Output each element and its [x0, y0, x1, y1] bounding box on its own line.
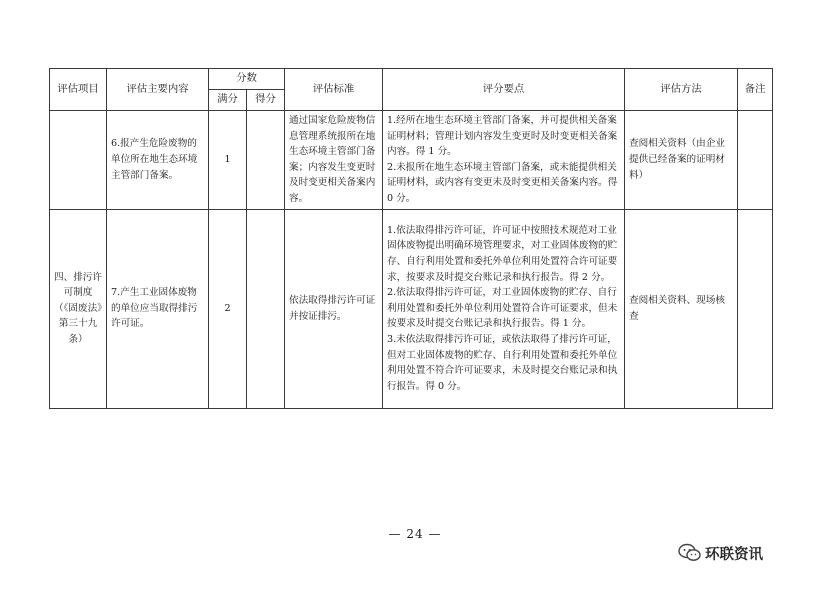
cell-points: 1.依法取得排污许可证，许可证中按照技术规范对工业固体废物提出明确环境管理要求，对工业固体废物的贮存、自行利用处置和委托外单位利用处置符合许可证要求，按要求及时提交台账记录和执行报告。得 2 分。 2.依法取得排污许可证，对工业固体废物的贮存、自行利用处置和委托外单位利用处置符合许可证要求，但未按要求及时提交台账记录和执行报告。得 1 分。 3.未依法取得排污许可证，或依法取得了排污许可证，但对工业固体废物的贮存、自行利用处置和委托外单位利用处置不符合许可证要求，未及时提交台账记录和执行报告。得 0 分。: [383, 209, 625, 408]
header-points: 评分要点: [383, 69, 625, 111]
cell-content: 6.报产生危险废物的单位所在地生态环境主管部门备案。: [107, 111, 209, 210]
cell-remark: [738, 111, 773, 210]
cell-got-score: [247, 209, 285, 408]
header-content: 评估主要内容: [107, 69, 209, 111]
cell-full-score: 1: [209, 111, 247, 210]
evaluation-table: [49, 68, 773, 409]
page-number: — 24 —: [388, 527, 442, 541]
header-standard: 评估标准: [285, 69, 383, 111]
header-remark: 备注: [738, 69, 773, 111]
watermark: [678, 542, 763, 564]
cell-standard: 通过国家危险废物信息管理系统报所在地生态环境主管部门备案；内容发生变更时及时变更相关备案内容。: [285, 111, 383, 210]
header-method: 评估方法: [625, 69, 738, 111]
cell-standard: 依法取得排污许可证并按证排污。: [285, 209, 383, 408]
cell-item: [50, 111, 107, 210]
header-got-score: 得分: [247, 90, 285, 111]
cell-item: 四、排污许可制度（《固废法》第三十九条）: [50, 209, 107, 408]
wechat-logo-icon: [678, 543, 702, 563]
cell-full-score: 2: [209, 209, 247, 408]
header-score-group: 分数: [209, 69, 285, 90]
cell-got-score: [247, 111, 285, 210]
table-row: [50, 209, 773, 408]
table-row: [50, 111, 773, 210]
header-item: 评估项目: [50, 69, 107, 111]
cell-content: 7.产生工业固体废物的单位应当取得排污许可证。: [107, 209, 209, 408]
header-full-score: 满分: [209, 90, 247, 111]
cell-method: 查阅相关资料、现场核查: [625, 209, 738, 408]
cell-method: 查阅相关资料（由企业提供已经备案的证明材料）: [625, 111, 738, 210]
cell-points: 1.经所在地生态环境主管部门备案，并可提供相关备案证明材料；管理计划内容发生变更时及时变更相关备案内容。得 1 分。 2.未报所在地生态环境主管部门备案，或未能提供相关证明材料，或内容有变更未及时变更相关备案内容。得 0 分。: [383, 111, 625, 210]
cell-remark: [738, 209, 773, 408]
watermark-text: 环联资讯: [705, 546, 763, 563]
